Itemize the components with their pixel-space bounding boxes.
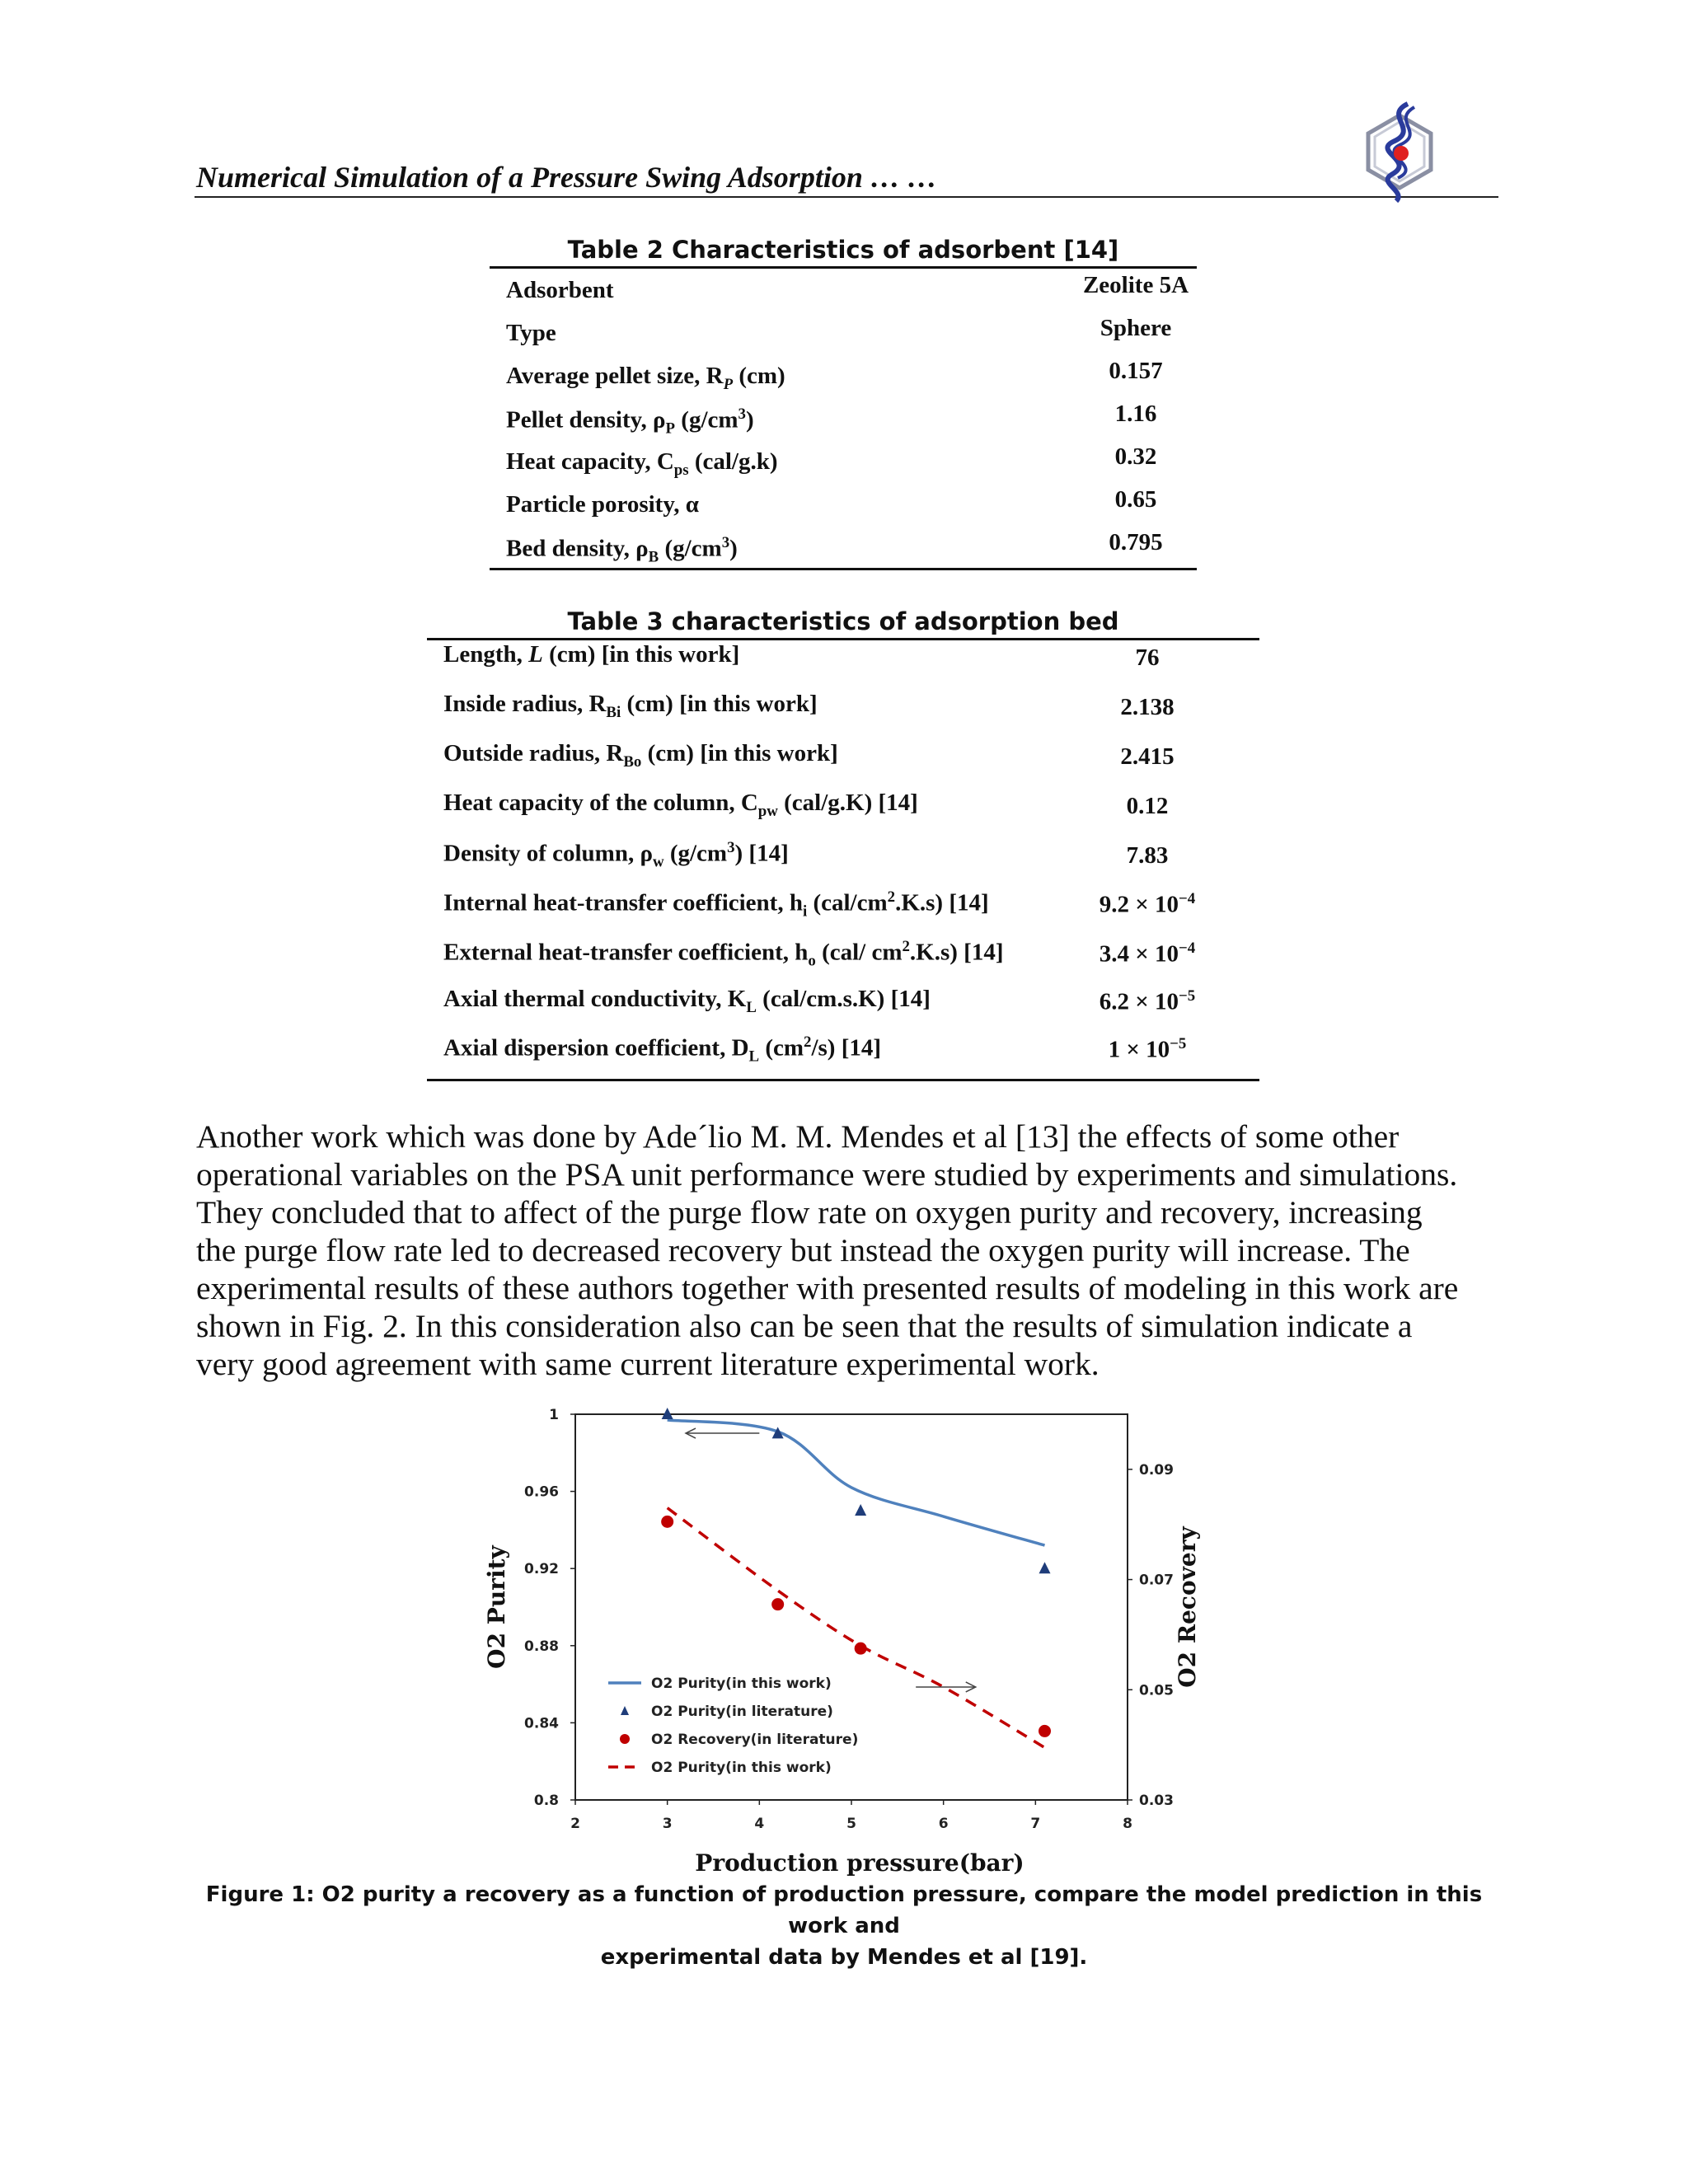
table2-top-rule [490,266,1197,269]
x-tick-label: 7 [1030,1816,1041,1832]
figure-chart [462,1393,1253,1887]
y-axis-label: O2 Purity [483,1545,510,1669]
y-tick-label: 0.96 [524,1483,559,1501]
table3-caption: Table 3 characteristics of adsorption bed [567,607,1119,635]
x-tick-label: 3 [662,1816,673,1832]
legend-swatch [621,1706,629,1715]
data-point-recovery-literature [661,1516,673,1528]
x-tick-label: 5 [846,1816,856,1832]
table-row-label: Heat capacity of the column, $C_{pw}$ (cal/g.K) [14] [443,790,918,820]
y2-axis-label: O2 Recovery [1174,1526,1201,1688]
table-row-label: Axial dispersion coefficient, $D_L$ $(cm^2/s)$ [14] [443,1033,882,1066]
table-row-value: $3.4 \times 10^{-4}$ [1099,940,1196,968]
table-row-value: $9.2 \times 10^{-4}$ [1099,890,1196,918]
legend-entry: O2 Purity(in this work) [651,1760,832,1776]
y-tick-label: 0.84 [524,1715,559,1732]
table-row-label: Inside radius, $R_{Bi}$ (cm) [in this work] [443,691,818,721]
table3 [443,641,1259,1078]
legend-entry: O2 Recovery(in literature) [651,1732,859,1748]
legend-entry: O2 Purity(in this work) [651,1675,832,1692]
y-tick-label: 0.92 [524,1561,559,1578]
table-row-label: Bed density, $\rho_B$ $(g/cm^3)$ [506,534,738,566]
table-row-value: 7.83 [1126,842,1169,869]
table-row-value: 76 [1135,644,1160,671]
table-row-label: Axial thermal conductivity, $K_L$ (cal/cm.s.K) [14] [443,986,931,1016]
x-axis-label: Production pressure(bar) [695,1849,1025,1877]
y2-tick-label: 0.05 [1139,1682,1174,1699]
table-row-value: 1.16 [1114,401,1157,427]
running-header [195,155,1498,198]
paragraph-line: Another work which was done by Ade´lio M. M. Mendes et al [13] the effects of some other [196,1118,1400,1155]
table-row-label: Length, L (cm) [in this work] [443,641,740,668]
x-tick-label: 6 [938,1816,949,1832]
table-row-value: Zeolite 5A [1082,272,1189,298]
x-tick-label: 4 [754,1816,765,1832]
table-row-label: Density of column, $\rho_w$ $(g/cm^3)$ [14] [443,839,789,871]
table-row-label: Pellet density, $\rho_P$ $(g/cm^3)$ [506,405,754,438]
figure-caption [195,1879,1493,1973]
table-row-value: 0.157 [1109,358,1163,384]
table-row-value: 0.32 [1114,443,1157,470]
paragraph-line: very good agreement with same current literature experimental work. [196,1346,1100,1382]
running-header-title: Numerical Simulation of a Pressure Swing Adsorption … … [196,161,937,194]
data-point-recovery-literature [1039,1725,1051,1737]
paragraph-line: They concluded that to affect of the purge flow rate on oxygen purity and recovery, increasing [196,1194,1423,1230]
table-row-value: Sphere [1100,315,1172,341]
figure-caption-line: experimental data by Mendes et al [19]. [600,1945,1088,1970]
figure-caption-line: Figure 1: O2 purity a recovery as a function of production pressure, compare the model prediction in this work and [205,1882,1483,1938]
table2 [506,272,1197,569]
table-row-label: Particle porosity, α [506,491,699,518]
series-line-purity-model [668,1420,1045,1545]
y2-tick-label: 0.03 [1139,1793,1174,1809]
paragraph-line: operational variables on the PSA unit performance were studied by experiments and simulations. [196,1156,1458,1193]
legend-entry: O2 Purity(in literature) [651,1704,833,1720]
y2-tick-label: 0.07 [1139,1572,1174,1589]
paragraph-line: experimental results of these authors together with presented results of modeling in this work are [196,1270,1459,1306]
table-row-value: $6.2 \times 10^{-5}$ [1099,987,1196,1015]
paragraph-line: the purge flow rate led to decreased recovery but instead the oxygen purity will increase. The [196,1232,1410,1268]
y2-tick-label: 0.09 [1139,1461,1174,1479]
table2-bottom-rule [490,568,1197,570]
legend-swatch [620,1734,630,1744]
x-tick-label: 8 [1123,1816,1132,1832]
y-tick-label: 0.88 [524,1638,559,1655]
table3-bottom-rule [427,1079,1259,1081]
data-point-purity-literature [1039,1562,1051,1573]
table-row-value: 0.12 [1126,793,1169,819]
data-point-recovery-literature [771,1598,784,1610]
journal-logo-icon [1358,97,1441,204]
data-point-purity-literature [855,1504,866,1516]
table2-caption: Table 2 Characteristics of adsorbent [14] [567,236,1119,264]
table-row-value: 0.65 [1114,486,1157,513]
table-row-label: Average pellet size, $R_P$ (cm) [506,363,785,393]
table-row-label: Outside radius, $R_{Bo}$ (cm) [in this work] [443,740,838,771]
table-row-label: Adsorbent [506,277,614,303]
table-row-value: 2.415 [1120,743,1175,770]
body-paragraph [196,1118,1492,1383]
table-row-label: Internal heat-transfer coefficient, $h_i$ $(cal/cm^2.K.s)$ [14] [443,888,989,921]
y-tick-label: 1 [549,1407,559,1423]
table-row-label: Heat capacity, $C_{ps}$ (cal/g.k) [506,448,778,479]
paragraph-line: shown in Fig. 2. In this consideration also can be seen that the results of simulation indicate a [196,1308,1413,1344]
y-tick-label: 0.8 [533,1793,559,1809]
table-row-value: 2.138 [1120,694,1175,720]
table-row-value: $1 \times 10^{-5}$ [1108,1035,1187,1063]
table-row-label: External heat-transfer coefficient, $h_o$ (cal/ $cm^2.K.s$) [14] [443,938,1004,970]
table3-top-rule [427,638,1259,640]
table-row-label: Type [506,320,556,346]
x-tick-label: 2 [570,1816,580,1832]
table-row-value: 0.795 [1109,529,1163,555]
